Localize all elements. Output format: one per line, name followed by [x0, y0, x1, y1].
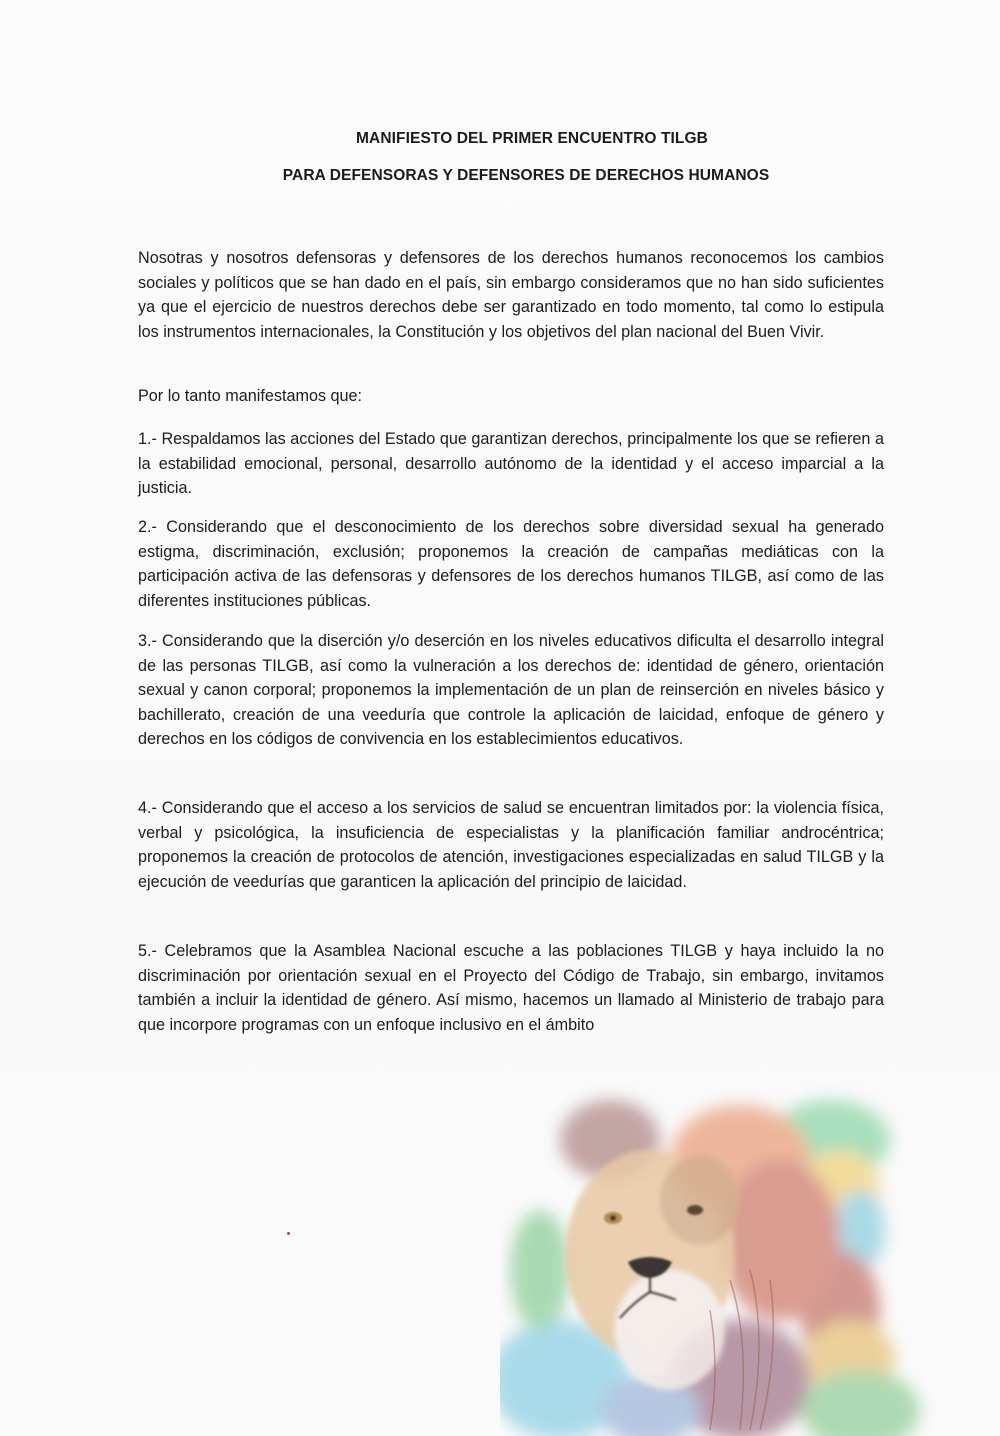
point-5: 5.- Celebramos que la Asamblea Nacional escuche a las poblaciones TILGB y haya incluido la no discriminación por orientación sexual en el Proyecto del Código de Trabajo, sin embargo, invitamos también a incluir la identidad de género. Así mismo, hacemos un llamado al Ministerio de trabajo para que incorpore programas con un enfoque inclusivo en el ámbito	[138, 942, 884, 1034]
lead-in-paragraph: Por lo tanto manifestamos que:	[138, 387, 363, 405]
scan-speck	[287, 1232, 290, 1235]
intro-paragraph: Nosotras y nosotros defensoras y defensores de los derechos humanos reconocemos los cambios sociales y políticos que se han dado en el país, sin embargo consideramos que no han sido suficientes ya que el ejercicio de nuestros derechos debe ser garantizado en todo momento, tal como lo estipula los instrumentos internacionales, la Constitución y los objetivos del plan nacional del Buen Vivir.	[138, 249, 884, 341]
lion-watercolor-illustration	[500, 1080, 980, 1436]
point-3: 3.- Considerando que la diserción y/o deserción en los niveles educativos dificulta el desarrollo integral de las personas TILGB, así como la vulneración a los derechos de: identidad de género, orientación sexual y canon corporal; proponemos la implementación de un plan de reinserción en niveles básico y bachillerato, creación de una veeduría que controle la aplicación de laicidad, enfoque de género y derechos en los códigos de convivencia en los establecimientos educativos.	[138, 632, 884, 748]
document-subtitle: PARA DEFENSORAS Y DEFENSORES DE DERECHOS HUMANOS	[282, 167, 770, 184]
point-2: 2.- Considerando que el desconocimiento de los derechos sobre diversidad sexual ha generado estigma, discriminación, exclusión; proponemos la creación de campañas mediáticas con la participación activa de las defensoras y defensores de los derechos humanos TILGB, así como de las diferentes instituciones públicas.	[138, 518, 884, 610]
point-4: 4.- Considerando que el acceso a los servicios de salud se encuentran limitados por: la violencia física, verbal y psicológica, la insuficiencia de especialistas y la planificación familiar androcéntrica; proponemos la creación de protocolos de atención, investigaciones especializadas en salud TILGB y la ejecución de veedurías que garanticen la aplicación del principio de laicidad.	[138, 799, 884, 891]
document-title: MANIFIESTO DEL PRIMER ENCUENTRO TILGB	[356, 130, 708, 147]
point-1: 1.- Respaldamos las acciones del Estado que garantizan derechos, principalmente los que se refieren a la estabilidad emocional, personal, desarrollo autónomo de la identidad y el acceso imparcial a la justicia.	[138, 430, 884, 497]
